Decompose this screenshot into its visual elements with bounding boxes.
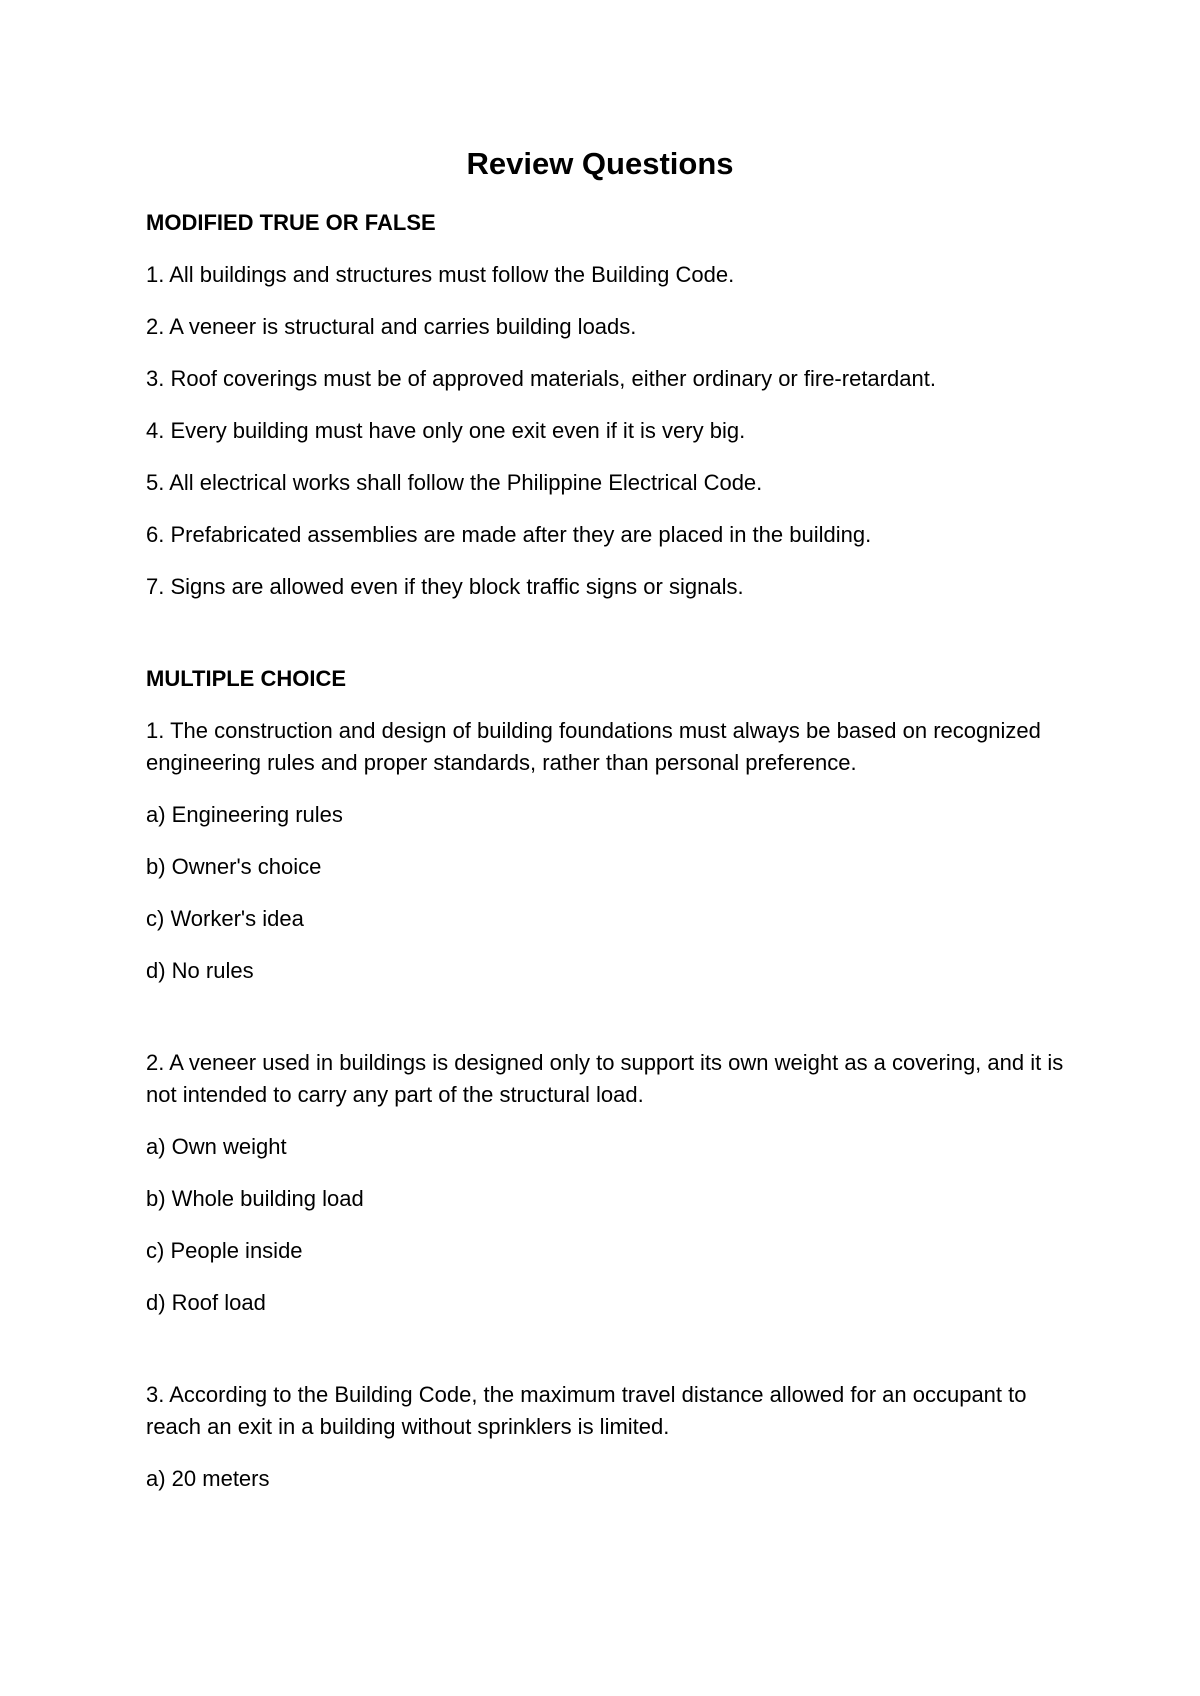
mc-q1-option-c: c) Worker's idea — [146, 906, 304, 931]
mc-question-3: 3. According to the Building Code, the maximum travel distance allowed for an occupant to reach an exit in a building without sprinklers is limited. — [146, 1382, 1027, 1439]
page-title: Review Questions — [466, 146, 734, 181]
mc-q2-option-b: b) Whole building load — [146, 1186, 364, 1211]
tf-question-5: 5. All electrical works shall follow the Philippine Electrical Code. — [146, 470, 763, 495]
tf-question-6: 6. Prefabricated assemblies are made after they are placed in the building. — [146, 522, 872, 547]
mc-q3-option-a: a) 20 meters — [146, 1466, 270, 1491]
tf-question-1: 1. All buildings and structures must follow the Building Code. — [146, 262, 735, 287]
tf-question-7: 7. Signs are allowed even if they block traffic signs or signals. — [146, 574, 744, 599]
mc-q1-option-a: a) Engineering rules — [146, 802, 343, 827]
section-heading-true-false: MODIFIED TRUE OR FALSE — [146, 210, 436, 235]
spacer — [146, 1007, 1086, 1047]
mc-question-2: 2. A veneer used in buildings is designed only to support its own weight as a covering, and it is not intended to carry any part of the structural load. — [146, 1050, 1064, 1107]
mc-q2-option-c: c) People inside — [146, 1238, 303, 1263]
spacer — [146, 623, 1086, 663]
mc-q1-option-b: b) Owner's choice — [146, 854, 322, 879]
mc-q2-option-a: a) Own weight — [146, 1134, 287, 1159]
spacer — [146, 1339, 1086, 1379]
tf-question-4: 4. Every building must have only one exit even if it is very big. — [146, 418, 746, 443]
section-heading-multiple-choice: MULTIPLE CHOICE — [146, 666, 347, 691]
tf-question-3: 3. Roof coverings must be of approved materials, either ordinary or fire-retardant. — [146, 366, 936, 391]
mc-q1-option-d: d) No rules — [146, 958, 254, 983]
mc-question-1: 1. The construction and design of building foundations must always be based on recognized engineering rules and proper standards, rather than personal preference. — [146, 718, 1041, 775]
tf-question-2: 2. A veneer is structural and carries building loads. — [146, 314, 637, 339]
mc-q2-option-d: d) Roof load — [146, 1290, 266, 1315]
document-body — [146, 207, 1086, 1515]
